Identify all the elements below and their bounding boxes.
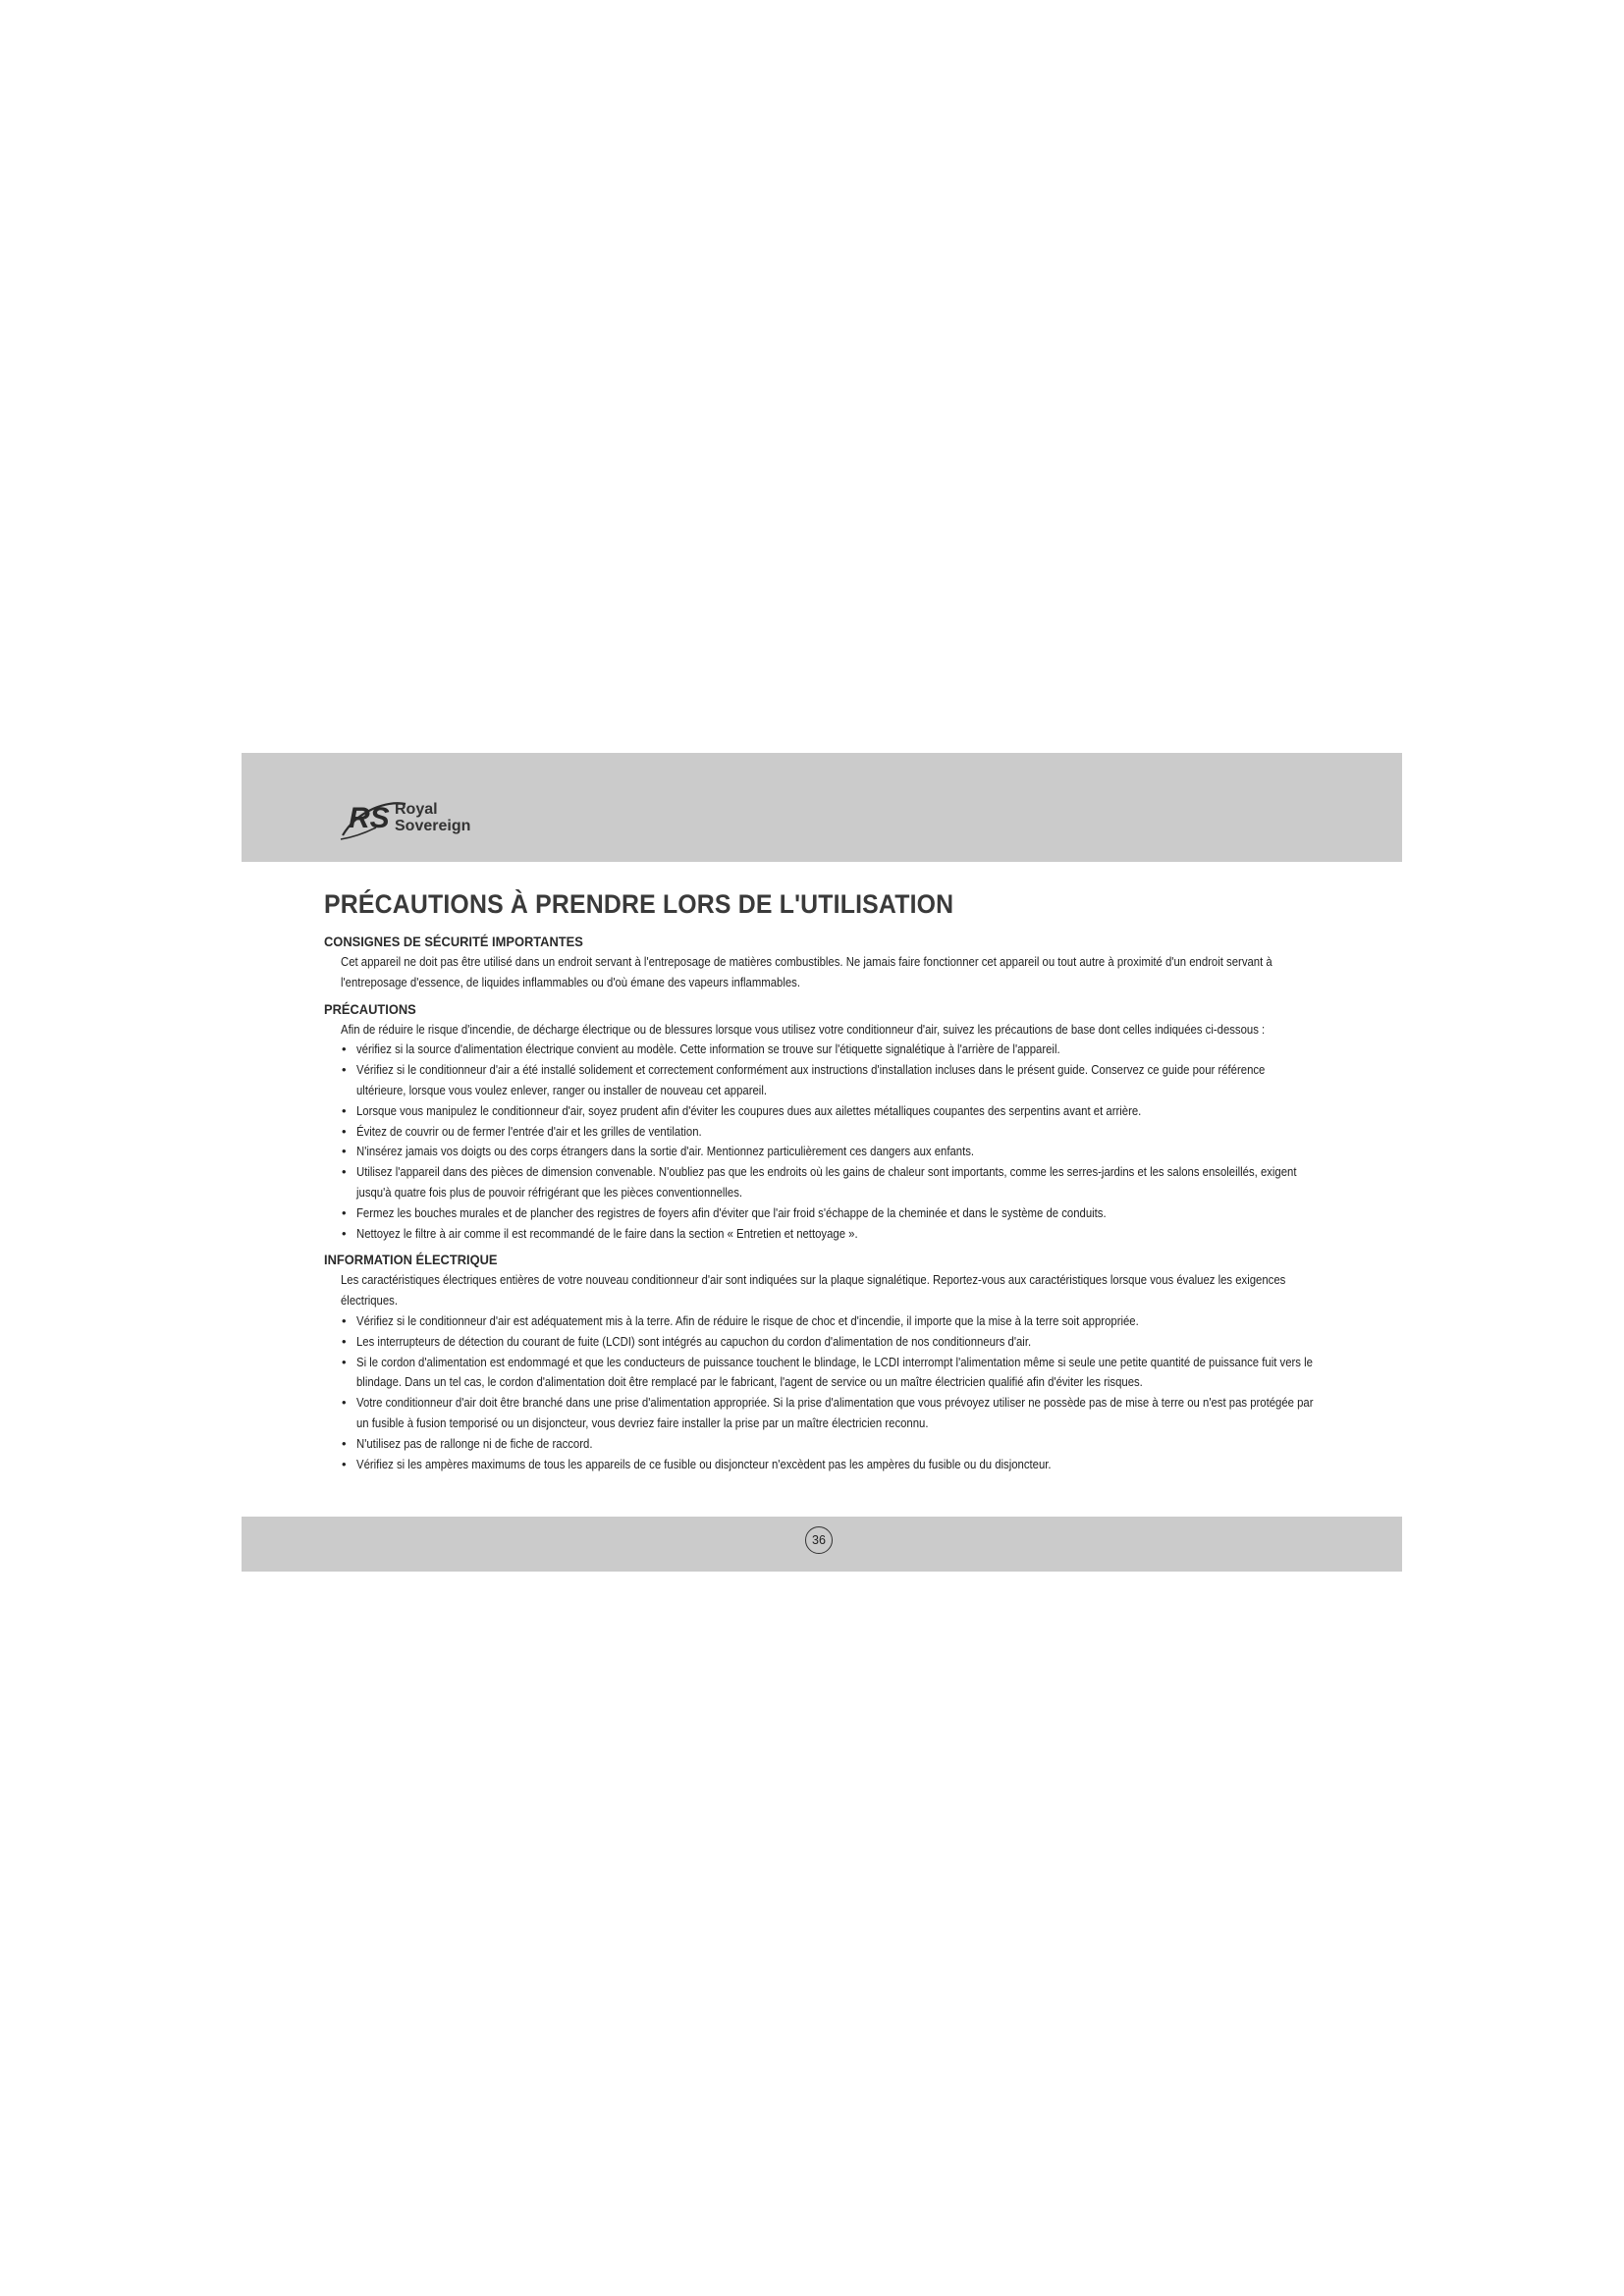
- bullet-list: [324, 1040, 1316, 1244]
- list-item: • Vérifiez si le conditionneur d'air a été installé solidement et correctement conformément aux instructions d'installation incluses dans le présent guide. Conservez ce guide pour référence ultérieure, lorsque vous voulez enlever, ranger ou installer de nouveau cet appareil.: [341, 1060, 1316, 1101]
- list-item: • Les interrupteurs de détection du courant de fuite (LCDI) sont intégrés au capuchon du cordon d'alimentation de nos conditionneurs d'air.: [341, 1332, 1316, 1353]
- logo-mark: RS: [349, 802, 390, 834]
- section-heading: INFORMATION ÉLECTRIQUE: [324, 1252, 498, 1268]
- list-item: • Votre conditionneur d'air doit être branché dans une prise d'alimentation appropriée. Si la prise d'alimentation que vous prévoyez utiliser ne possède pas de mise à terre ou n'est pas protégée par un fusible à fusion temporisé ou un disjoncteur, vous devriez faire installer la prise par un maître électricien reconnu.: [341, 1393, 1316, 1434]
- logo-line-2: Sovereign: [395, 818, 471, 834]
- logo-wordmark: [395, 801, 470, 834]
- section-intro: Afin de réduire le risque d'incendie, de décharge électrique ou de blessures lorsque vous utilisez votre conditionneur d'air, suivez les précautions de base dont celles indiquées ci-dessous :: [341, 1021, 1266, 1037]
- list-item: • Utilisez l'appareil dans des pièces de dimension convenable. N'oubliez pas que les endroits où les gains de chaleur sont importants, comme les serres-jardins et les salons ensoleillés, exigent jusqu'à quatre fois plus de pouvoir réfrigérant que les pièces conventionnelles.: [341, 1162, 1316, 1203]
- list-item: • Si le cordon d'alimentation est endommagé et que les conducteurs de puissance touchent le blindage, le LCDI interrompt l'alimentation même si seule une petite quantité de puissance fuit vers le blindage. Dans un tel cas, le cordon d'alimentation doit être remplacé par le fabricant, l'agent de service ou un maître électricien qualifié afin d'éviter les risques.: [341, 1353, 1316, 1394]
- list-item: • N'utilisez pas de rallonge ni de fiche de raccord.: [341, 1434, 1316, 1455]
- list-item: • Évitez de couvrir ou de fermer l'entrée d'air et les grilles de ventilation.: [341, 1122, 1316, 1143]
- list-item: • vérifiez si la source d'alimentation électrique convient au modèle. Cette information se trouve sur l'étiquette signalétique à l'arrière de l'appareil.: [341, 1040, 1316, 1060]
- section-safety: [324, 934, 1316, 993]
- logo-line-1: Royal: [395, 801, 438, 818]
- section-electrical: [324, 1252, 1316, 1474]
- section-heading: CONSIGNES DE SÉCURITÉ IMPORTANTES: [324, 934, 583, 949]
- section-intro: Les caractéristiques électriques entières de votre nouveau conditionneur d'air sont indiquées sur la plaque signalétique. Reportez-vous aux caractéristiques lorsque vous évaluez les exigences électriques.: [341, 1272, 1286, 1308]
- royal-sovereign-logo: [337, 794, 494, 849]
- header-band: [242, 753, 1402, 862]
- section-heading: PRÉCAUTIONS: [324, 1000, 416, 1017]
- page-title: PRÉCAUTIONS À PRENDRE LORS DE L'UTILISATION: [324, 889, 954, 919]
- list-item: • Fermez les bouches murales et de plancher des registres de foyers afin d'éviter que l'air froid s'échappe de la cheminée et dans le système de conduits.: [341, 1203, 1316, 1224]
- page-number: 36: [805, 1526, 833, 1554]
- list-item: • Vérifiez si les ampères maximums de tous les appareils de ce fusible ou disjoncteur n'excèdent pas les ampères du fusible ou du disjoncteur.: [341, 1455, 1316, 1475]
- section-precautions: [324, 1001, 1316, 1245]
- list-item: • N'insérez jamais vos doigts ou des corps étrangers dans la sortie d'air. Mentionnez particulièrement ces dangers aux enfants.: [341, 1142, 1316, 1162]
- list-item: • Lorsque vous manipulez le conditionneur d'air, soyez prudent afin d'éviter les coupures dues aux ailettes métalliques coupantes des serpentins avant et arrière.: [341, 1101, 1316, 1122]
- bullet-list: [324, 1311, 1316, 1474]
- section-intro: Cet appareil ne doit pas être utilisé dans un endroit servant à l'entreposage de matières combustibles. Ne jamais faire fonctionner cet appareil ou tout autre à proximité d'un endroit servant à l'entreposage d'essence, de liquides inflammables ou d'où émane des vapeurs inflammables.: [341, 954, 1272, 989]
- page-content: [324, 888, 1316, 1474]
- list-item: • Nettoyez le filtre à air comme il est recommandé de le faire dans la section « Entretien et nettoyage ».: [341, 1224, 1316, 1245]
- manual-page: [242, 753, 1402, 1572]
- list-item: • Vérifiez si le conditionneur d'air est adéquatement mis à la terre. Afin de réduire le risque de choc et d'incendie, il importe que la mise à la terre soit appropriée.: [341, 1311, 1316, 1332]
